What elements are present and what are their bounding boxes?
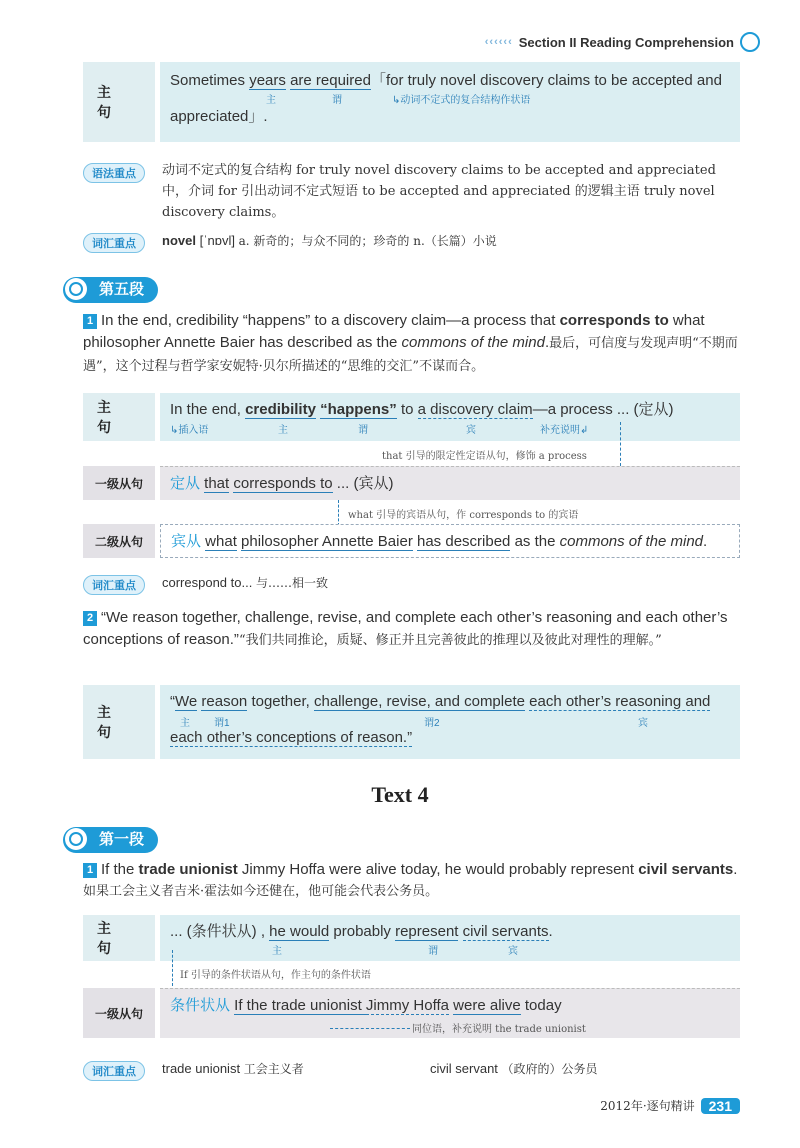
block4-label: 二级从句 — [83, 524, 155, 558]
block2-label: 主 句 — [83, 393, 155, 441]
vocab-definition: （政府的）公务员 — [501, 1062, 598, 1076]
ann-subject: 主 — [180, 718, 190, 729]
footer-label: 2012年·逐句精讲 — [600, 1099, 695, 1113]
subject: philosopher Annette Baier — [241, 533, 413, 550]
text: ... (条件状从) , — [170, 923, 270, 940]
vocab-word: novel — [162, 233, 196, 248]
predicate: has described — [417, 533, 511, 550]
ann-predicate: 谓 — [358, 425, 368, 436]
section-title: Section II Reading Comprehension — [518, 34, 734, 50]
connector-line — [620, 422, 621, 466]
connector-line — [172, 950, 173, 986]
vocab-pill: 词汇重点 — [83, 575, 145, 595]
vocab3-entry-2 — [430, 1060, 598, 1077]
predicate: were alive — [453, 997, 521, 1014]
search-icon — [740, 32, 760, 52]
vocab-definition: 工会主义者 — [243, 1062, 304, 1076]
connector-line — [330, 1028, 410, 1029]
section-title: 第一段 — [99, 831, 145, 848]
block3-label: 一级从句 — [83, 466, 155, 500]
text: . — [703, 533, 708, 550]
ann-predicate-1: 谓1 — [214, 718, 230, 729]
vocab1-entry — [162, 232, 497, 249]
block1-sentence — [160, 62, 740, 142]
ann-object: 宾 — [638, 718, 648, 729]
block7-sentence — [160, 988, 740, 1038]
block3-sentence — [160, 466, 740, 500]
text: . — [733, 861, 738, 878]
text: If the — [101, 861, 139, 878]
section-title: 第五段 — [99, 281, 145, 298]
vocab2-entry — [162, 574, 328, 591]
vocab-definition: 与……相一致 — [255, 576, 328, 590]
text: as the — [510, 533, 560, 550]
block5-label: 主 句 — [83, 685, 155, 759]
clause-tag: 定从 — [170, 475, 205, 492]
translation: 如果工会主义者吉米·霍法如今还健在，他可能会代表公务员。 — [83, 884, 439, 899]
vocab-word: correspond to... — [162, 575, 253, 590]
vocab-pill: 词汇重点 — [83, 1061, 145, 1081]
block7-label: 一级从句 — [83, 988, 155, 1038]
subject: that — [204, 475, 230, 492]
vocab-pill: 词汇重点 — [83, 233, 145, 253]
vocab-word: trade unionist — [162, 1061, 241, 1076]
ann-infinitive: ↳动词不定式的复合结构作状语 — [392, 95, 531, 106]
ann-object: 宾 — [466, 425, 476, 436]
text: to — [396, 401, 418, 418]
ann-subject: 主 — [266, 95, 276, 106]
text: . — [544, 334, 550, 351]
connector-line — [338, 500, 339, 526]
predicate: “happens” — [320, 401, 397, 418]
text: probably — [329, 923, 396, 940]
keyword: corresponds to — [559, 312, 669, 329]
object: civil servants — [462, 923, 549, 940]
search-icon — [65, 828, 87, 850]
text: “We reason together, challenge, revise, and complete each other’s reasoning and each other’s conceptions of reason.” — [83, 609, 728, 648]
running-header — [485, 32, 760, 52]
grammar-pill: 语法重点 — [83, 163, 145, 183]
page-footer — [600, 1097, 740, 1114]
block6-note: If 引导的条件状语从句，作主句的条件状语 — [180, 970, 371, 981]
subject: years — [249, 72, 286, 89]
predicate: challenge, revise, and complete — [314, 693, 525, 710]
sentence-number: 1 — [83, 863, 97, 878]
predicate: represent — [395, 923, 459, 940]
text: today — [520, 997, 562, 1014]
text: ... (宾从) — [332, 475, 394, 492]
infinitive-phrase: 「for truly novel discovery claims to be accepted and — [370, 72, 722, 89]
vocab-definition: a. 新奇的；与众不同的；珍奇的 n.（长篇）小说 — [238, 234, 497, 248]
text: together, — [247, 693, 314, 710]
block4-sentence — [160, 524, 740, 558]
ann-predicate-2: 谓2 — [424, 718, 440, 729]
text: “ — [170, 693, 175, 710]
paragraph-3 — [83, 859, 743, 903]
arrows-decoration: ‹‹‹‹‹‹ — [484, 36, 513, 48]
ann-subject: 主 — [272, 946, 282, 957]
text: In the end, — [170, 401, 246, 418]
section-heading-1 — [63, 827, 158, 853]
ann-predicate: 谓 — [428, 946, 438, 957]
text: —a process ... (定从) — [532, 401, 674, 418]
object: each other’s conceptions of reason.” — [170, 729, 413, 746]
section-heading-5 — [63, 277, 158, 303]
text: what philosopher Annette Baier has described as the — [83, 312, 705, 351]
block2-note: that 引导的限定性定语从句，修饰 a process — [382, 451, 587, 462]
block1-label: 主 句 — [83, 62, 155, 142]
object: each other’s reasoning and — [529, 693, 711, 710]
translation: 最后，可信度与发现声明“不期而遇”，这个过程与哲学家安妮特·贝尔所描述的“思维的交汇”不谋而合。 — [83, 336, 738, 374]
keyword: civil servants — [638, 861, 734, 878]
object: a discovery claim — [417, 401, 533, 418]
page-number: 231 — [701, 1098, 740, 1114]
keyword: trade unionist — [138, 861, 238, 878]
block2-sentence — [160, 393, 740, 441]
block6-sentence — [160, 915, 740, 961]
text: Jimmy Hoffa were alive today, he would probably represent — [237, 861, 639, 878]
block6-label: 主 句 — [83, 915, 155, 961]
clause-tag: 宾从 — [171, 533, 206, 550]
predicate: corresponds to — [233, 475, 333, 492]
appositive: Jimmy Hoffa — [365, 997, 449, 1014]
paragraph-1 — [83, 310, 743, 378]
text-heading: Text 4 — [371, 782, 429, 807]
ann-insertion: ↳插入语 — [170, 425, 209, 436]
grammar-text: 动词不定式的复合结构 for truly novel discovery claims to be accepted and appreciated 中，介词 for 引出动词不定式短语 to be accepted and appreciated 的逻辑主语 truly novel discovery claims。 — [162, 163, 716, 220]
subject: We — [175, 693, 198, 710]
italic-text: commons of the mind — [401, 334, 545, 351]
block7-note: 同位语，补充说明 the trade unionist — [412, 1024, 586, 1035]
sentence-number: 1 — [83, 314, 97, 329]
predicate: would — [285, 923, 330, 940]
clause-tag: 条件状从 — [170, 997, 235, 1014]
subject: he — [269, 923, 286, 940]
sentence-number: 2 — [83, 611, 97, 626]
vocab3-entry-1 — [162, 1060, 304, 1077]
text: Sometimes — [170, 72, 250, 89]
ann-subject: 主 — [278, 425, 288, 436]
text — [458, 923, 462, 940]
block1-line2: appreciated」. — [170, 108, 268, 125]
vocab-word: civil servant — [430, 1061, 498, 1076]
subject: If the trade unionist — [234, 997, 366, 1014]
search-icon — [65, 278, 87, 300]
ann-predicate: 谓 — [332, 95, 342, 106]
text: . — [548, 923, 553, 940]
ann-appositive: 补充说明↲ — [540, 425, 589, 436]
text: In the end, credibility “happens” to a discovery claim—a process that — [101, 312, 560, 329]
predicate: are required — [290, 72, 371, 89]
block5-sentence — [160, 685, 740, 759]
subject: credibility — [245, 401, 316, 418]
italic-text: commons of the mind — [559, 533, 704, 550]
block3-note: what 引导的宾语从句，作 corresponds to 的宾语 — [348, 510, 579, 521]
ann-object: 宾 — [508, 946, 518, 957]
paragraph-2 — [83, 607, 743, 652]
translation: “我们共同推论，质疑、修正并且完善彼此的推理以及彼此对理性的理解。” — [238, 633, 662, 648]
vocab-phonetic: [ˈnɒvl] — [199, 233, 235, 248]
object: what — [205, 533, 237, 550]
predicate: reason — [201, 693, 248, 710]
